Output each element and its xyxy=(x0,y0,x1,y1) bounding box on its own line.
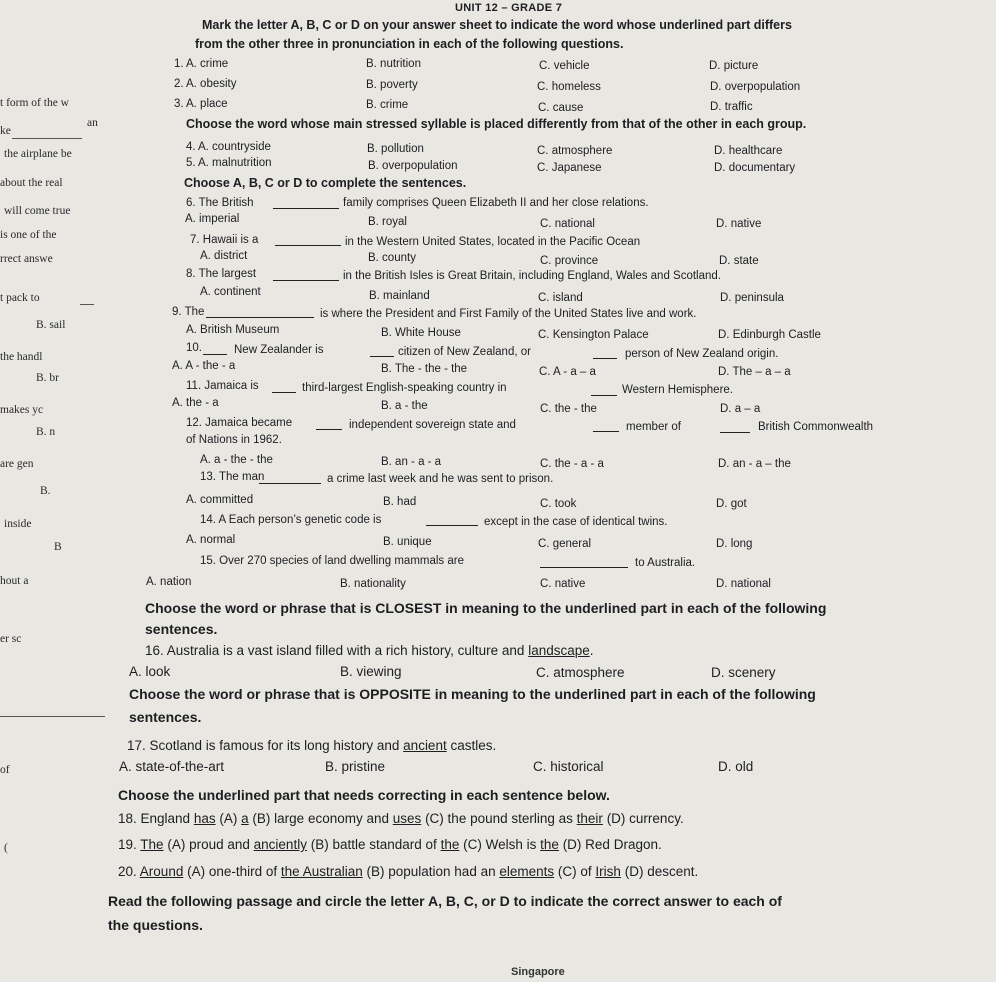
q17-stem-end: castles. xyxy=(450,738,497,753)
edge-fragment: B. sail xyxy=(36,319,66,331)
stress-instruction: Choose the word whose main stressed syllable is placed differently from that of the other in each group. xyxy=(186,117,807,131)
q17-option-a[interactable]: A. state-of-the-art xyxy=(119,759,225,774)
q20-option-a[interactable]: Around xyxy=(139,864,184,879)
q11-stem-start: 11. Jamaica is xyxy=(186,380,259,392)
passage-instruction-cont: the questions. xyxy=(108,917,203,933)
q20-part: (A) one-third of xyxy=(187,864,278,879)
q7-stem-end: in the Western United States, located in the Pacific Ocean xyxy=(345,236,641,248)
q18-option-b[interactable]: a xyxy=(241,811,249,826)
q17-stem xyxy=(127,738,496,753)
q9-stem-end: is where the President and First Family of the United States live and work. xyxy=(320,308,697,320)
q16-option-c[interactable]: C. atmosphere xyxy=(536,665,625,680)
q16-option-b[interactable]: B. viewing xyxy=(340,664,402,679)
q8-option-d[interactable]: D. peninsula xyxy=(720,292,784,304)
q19-option-a[interactable]: The xyxy=(140,837,164,852)
q19-option-d[interactable]: the xyxy=(540,837,559,852)
q16-stem xyxy=(145,643,594,658)
q9-option-c[interactable]: C. Kensington Palace xyxy=(538,329,649,341)
q7-option-a[interactable]: A. district xyxy=(200,250,248,262)
q6-stem-start: 6. The British xyxy=(186,197,254,209)
q17-stem-start: 17. Scotland is famous for its long history and xyxy=(127,738,400,753)
q9-stem-start: 9. The xyxy=(172,306,205,318)
q1-option-c[interactable]: C. vehicle xyxy=(539,60,590,72)
q4-number: 4. xyxy=(186,141,196,153)
q12-blank-3[interactable] xyxy=(720,422,750,433)
q3-option-b[interactable]: B. crime xyxy=(366,99,409,111)
q17-option-c[interactable]: C. historical xyxy=(533,759,604,774)
q18-part: (C) the pound sterling as xyxy=(425,811,573,826)
q2-number: 2. xyxy=(174,78,184,90)
q8-stem-start: 8. The largest xyxy=(186,268,257,280)
q19-option-b[interactable]: anciently xyxy=(253,837,307,852)
q13-blank[interactable] xyxy=(259,473,321,484)
q12-stem-start: 12. Jamaica became xyxy=(186,417,293,429)
closest-instruction-cont: sentences. xyxy=(145,621,218,637)
q17-option-d[interactable]: D. old xyxy=(718,759,754,774)
q11-option-b[interactable]: B. a - the xyxy=(381,400,428,412)
q9-option-d[interactable]: D. Edinburgh Castle xyxy=(718,329,821,341)
q13-option-a[interactable]: A. committed xyxy=(186,494,254,506)
q19-part: (C) Welsh is xyxy=(463,837,537,852)
q18-part: 18. England xyxy=(118,811,191,826)
q16-option-d[interactable]: D. scenery xyxy=(711,665,776,680)
q11-blank-2[interactable] xyxy=(591,385,617,396)
q20-part: (B) population had an xyxy=(366,864,496,879)
edge-fragment: makes yc xyxy=(0,404,44,416)
q16-option-a[interactable]: A. look xyxy=(129,664,171,679)
q10-option-d[interactable]: D. The – a – a xyxy=(718,366,791,378)
q17-underlined-word: ancient xyxy=(403,738,447,753)
q3-option-c[interactable]: C. cause xyxy=(538,102,584,114)
q14-stem-start: 14. A Each person’s genetic code is xyxy=(200,514,382,526)
q7-blank[interactable] xyxy=(275,235,341,246)
edge-fragment: rrect answe xyxy=(0,253,53,265)
correct-instruction: Choose the underlined part that needs correcting in each sentence below. xyxy=(118,787,610,803)
q10-blank-1[interactable] xyxy=(203,344,227,355)
q12-stem-part-3: British Commonwealth xyxy=(758,421,874,433)
opposite-instruction-cont: sentences. xyxy=(129,709,202,725)
closest-instruction: Choose the word or phrase that is CLOSEST in meaning to the underlined part in each of the following xyxy=(145,600,827,616)
q20-part: (C) of xyxy=(557,864,592,879)
q14-option-c[interactable]: C. general xyxy=(538,538,592,550)
opposite-instruction: Choose the word or phrase that is OPPOSITE in meaning to the underlined part in each of the following xyxy=(129,686,816,702)
q1-number: 1. xyxy=(174,58,184,70)
q11-stem-part-1: third-largest English-speaking country in xyxy=(302,382,507,394)
q10-blank-3[interactable] xyxy=(593,348,617,359)
q3-option-a[interactable]: A. place xyxy=(186,98,228,110)
q14-stem-end: except in the case of identical twins. xyxy=(484,516,668,528)
q8-stem-end: in the British Isles is Great Britain, including England, Wales and Scotland. xyxy=(343,270,721,282)
q19-sentence xyxy=(118,837,662,852)
q10-option-b[interactable]: B. The - the - the xyxy=(381,363,468,375)
q19-part: 19. xyxy=(118,837,137,852)
q3-option-d[interactable]: D. traffic xyxy=(710,101,753,113)
q12-blank-1[interactable] xyxy=(316,419,342,430)
q18-option-a[interactable]: has xyxy=(193,811,216,826)
q13-option-b[interactable]: B. had xyxy=(383,496,417,508)
q11-stem-part-2: Western Hemisphere. xyxy=(622,384,733,396)
q10-option-a[interactable]: A. A - the - a xyxy=(172,360,236,372)
q4-option-a[interactable]: A. countryside xyxy=(198,141,271,153)
q10-option-c[interactable]: C. A - a – a xyxy=(539,366,596,378)
q8-blank[interactable] xyxy=(273,270,339,281)
q15-option-d[interactable]: D. national xyxy=(716,578,771,590)
q6-stem-end: family comprises Queen Elizabeth II and her close relations. xyxy=(343,197,649,209)
q10-stem-part-1: New Zealander is xyxy=(234,344,324,356)
q18-part: (B) large economy and xyxy=(252,811,389,826)
sentence-instruction: Choose A, B, C or D to complete the sentences. xyxy=(184,176,467,190)
q1-option-b[interactable]: B. nutrition xyxy=(366,58,421,70)
q20-part: (D) descent. xyxy=(624,864,699,879)
q5-number: 5. xyxy=(186,157,196,169)
q20-part: 20. xyxy=(118,864,137,879)
q10-stem-part-3: person of New Zealand origin. xyxy=(625,348,779,360)
q19-part: (B) battle standard of xyxy=(310,837,437,852)
q12-stem-part-1: independent sovereign state and xyxy=(349,419,516,431)
unit-title: UNIT 12 – GRADE 7 xyxy=(455,2,563,14)
q14-option-b[interactable]: B. unique xyxy=(383,536,432,548)
q6-option-d[interactable]: D. native xyxy=(716,218,762,230)
q18-part: (A) xyxy=(219,811,238,826)
q12-option-b[interactable]: B. an - a - a xyxy=(381,456,442,468)
q6-option-b[interactable]: B. royal xyxy=(368,216,407,228)
q4-option-b[interactable]: B. pollution xyxy=(367,143,424,155)
edge-fragment: the handl xyxy=(0,351,43,363)
q18-option-c[interactable]: uses xyxy=(392,811,422,826)
q2-option-a[interactable]: A. obesity xyxy=(186,78,237,90)
q5-option-a[interactable]: A. malnutrition xyxy=(198,157,272,169)
q18-part: (D) currency. xyxy=(606,811,684,826)
q4-option-d[interactable]: D. healthcare xyxy=(714,145,783,157)
edge-fragment: are gen xyxy=(0,458,34,470)
q18-option-d[interactable]: their xyxy=(576,811,603,826)
passage-instruction: Read the following passage and circle the letter A, B, C, or D to indicate the correct answer to each of xyxy=(108,893,782,909)
q15-stem-end: to Australia. xyxy=(635,557,696,569)
q15-option-c[interactable]: C. native xyxy=(540,578,586,590)
q10-number: 10. xyxy=(186,342,202,354)
q11-option-d[interactable]: D. a – a xyxy=(720,403,761,415)
q7-stem-start: 7. Hawaii is a xyxy=(190,234,259,246)
q20-option-b[interactable]: the Australian xyxy=(280,864,363,879)
q13-option-c[interactable]: C. took xyxy=(540,498,577,510)
q12-stem-cont: of Nations in 1962. xyxy=(186,434,282,446)
q12-option-a[interactable]: A. a - the - the xyxy=(200,454,273,466)
edge-fragment: of xyxy=(0,764,10,776)
q7-option-b[interactable]: B. county xyxy=(368,252,416,264)
edge-fragment: B. br xyxy=(36,372,59,384)
q4-option-c[interactable]: C. atmosphere xyxy=(537,145,613,157)
q15-stem-start: 15. Over 270 species of land dwelling mammals are xyxy=(200,555,464,567)
q20-option-d[interactable]: Irish xyxy=(595,864,621,879)
edge-fragment: is one of the xyxy=(0,229,57,241)
q19-option-c[interactable]: the xyxy=(440,837,460,852)
q20-sentence xyxy=(118,864,698,879)
q5-option-c[interactable]: C. Japanese xyxy=(537,162,602,174)
edge-line xyxy=(12,138,82,139)
edge-fragment: inside xyxy=(4,518,32,530)
edge-line xyxy=(0,716,105,717)
edge-fragment: t pack to xyxy=(0,292,40,304)
q15-option-a[interactable]: A. nation xyxy=(146,576,192,588)
q8-option-a[interactable]: A. continent xyxy=(200,286,261,298)
q16-stem-end: . xyxy=(589,643,594,658)
edge-fragment: will come true xyxy=(4,205,71,217)
q13-stem-end: a crime last week and he was sent to prison. xyxy=(327,473,554,485)
passage-title: Singapore xyxy=(511,966,565,978)
q7-option-c[interactable]: C. province xyxy=(540,255,599,267)
q8-option-c[interactable]: C. island xyxy=(538,292,583,304)
q20-option-c[interactable]: elements xyxy=(499,864,555,879)
q9-option-a[interactable]: A. British Museum xyxy=(186,324,280,336)
q11-blank-1[interactable] xyxy=(272,382,296,393)
q2-option-b[interactable]: B. poverty xyxy=(366,79,418,91)
q5-option-b[interactable]: B. overpopulation xyxy=(368,160,458,172)
q19-part: (D) Red Dragon. xyxy=(562,837,662,852)
q14-blank[interactable] xyxy=(426,515,478,526)
q2-option-d[interactable]: D. overpopulation xyxy=(710,81,801,93)
edge-fragment: B. xyxy=(40,485,51,497)
edge-fragment: ke xyxy=(0,125,11,137)
q13-stem-start: 13. The man xyxy=(200,471,265,483)
edge-fragment: B. n xyxy=(36,426,56,438)
q11-option-a[interactable]: A. the - a xyxy=(172,397,219,409)
q12-blank-2[interactable] xyxy=(593,421,619,432)
instruction-pronunciation: Mark the letter A, B, C or D on your answer sheet to indicate the word whose underlined part differs xyxy=(202,18,792,32)
q7-option-d[interactable]: D. state xyxy=(719,255,759,267)
q5-option-d[interactable]: D. documentary xyxy=(714,162,796,174)
q14-option-a[interactable]: A. normal xyxy=(186,534,236,546)
q16-stem-start: 16. Australia is a vast island filled with a rich history, culture and xyxy=(145,643,525,658)
q19-part: (A) proud and xyxy=(167,837,250,852)
q13-option-d[interactable]: D. got xyxy=(716,498,747,510)
q6-blank[interactable] xyxy=(273,198,339,209)
edge-fragment: an xyxy=(87,117,98,129)
edge-fragment: er sc xyxy=(0,633,22,645)
q6-option-a[interactable]: A. imperial xyxy=(185,213,240,225)
q10-blank-2[interactable] xyxy=(370,346,394,357)
q3-number: 3. xyxy=(174,98,184,110)
q1-option-a[interactable]: A. crime xyxy=(186,58,229,70)
q6-option-c[interactable]: C. national xyxy=(540,218,595,230)
edge-fragment: about the real xyxy=(0,177,63,189)
q9-blank[interactable] xyxy=(206,307,314,318)
edge-fragment: ( xyxy=(4,842,8,854)
q1-option-d[interactable]: D. picture xyxy=(709,60,759,72)
q14-option-d[interactable]: D. long xyxy=(716,538,753,550)
q17-option-b[interactable]: B. pristine xyxy=(325,759,386,774)
q8-option-b[interactable]: B. mainland xyxy=(369,290,430,302)
q18-sentence xyxy=(118,811,684,826)
edge-fragment: hout a xyxy=(0,575,29,587)
q11-option-c[interactable]: C. the - the xyxy=(540,403,597,415)
edge-fragment: B xyxy=(54,541,62,553)
instruction-pronunciation-cont: from the other three in pronunciation in each of the following questions. xyxy=(195,37,624,51)
edge-line xyxy=(80,304,94,305)
q2-option-c[interactable]: C. homeless xyxy=(537,81,601,93)
q12-option-c[interactable]: C. the - a - a xyxy=(540,458,604,470)
q10-stem-part-2: citizen of New Zealand, or xyxy=(398,346,531,358)
q15-blank[interactable] xyxy=(540,557,628,568)
q12-stem-part-2: member of xyxy=(626,421,681,433)
q12-option-d[interactable]: D. an - a – the xyxy=(718,458,791,470)
q16-underlined-word: landscape xyxy=(528,643,590,658)
edge-fragment: the airplane be xyxy=(4,148,72,160)
q15-option-b[interactable]: B. nationality xyxy=(340,578,406,590)
q9-option-b[interactable]: B. White House xyxy=(381,327,461,339)
edge-fragment: t form of the w xyxy=(0,97,69,109)
